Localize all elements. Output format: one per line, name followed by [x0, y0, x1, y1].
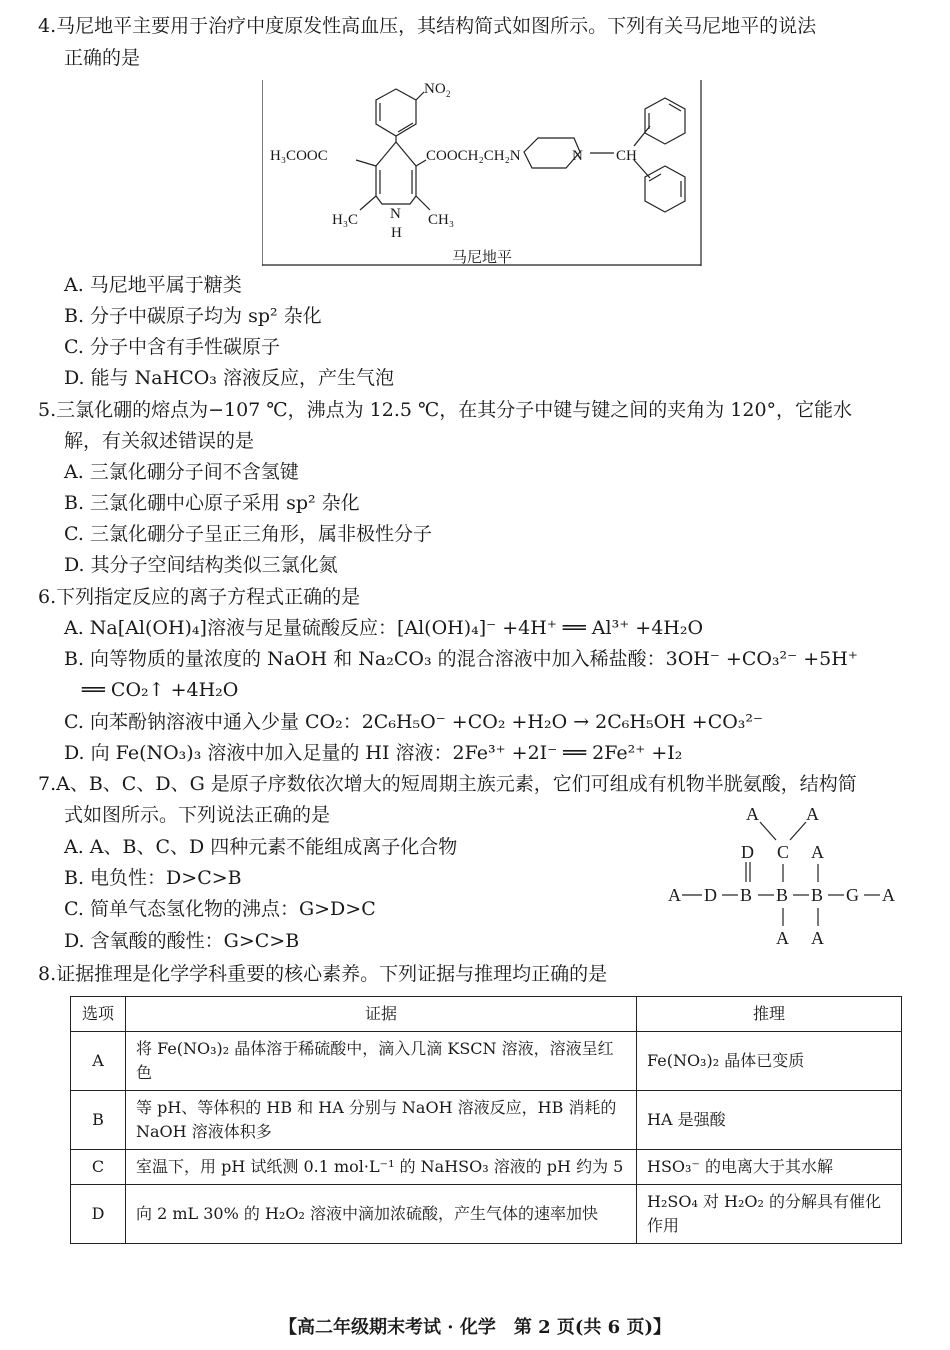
- figure-caption: 马尼地平: [451, 248, 512, 266]
- ch-label: CH: [616, 148, 637, 164]
- q6-option-b: B. 向等物质的量浓度的 NaOH 和 Na₂CO₃ 的混合溶液中加入稀盐酸：3OH⁻ +CO₃²⁻ +5H⁺: [64, 648, 858, 670]
- page-footer: 【高二年级期末考试 · 化学 第 2 页(共 6 页)】: [279, 1317, 671, 1338]
- piperazine-n-label: N: [572, 148, 583, 164]
- q4-stem-line2: 正确的是: [64, 47, 141, 69]
- q5-option-b: B. 三氯化硼中心原子采用 sp² 杂化: [64, 492, 360, 514]
- row-evidence: 等 pH、等体积的 HB 和 HA 分别与 NaOH 溶液反应，HB 消耗的 NaOH 溶液体积多: [126, 1091, 637, 1150]
- struct-top-a1: A: [746, 804, 759, 824]
- manidipine-structure: [262, 80, 702, 266]
- q5-option-a: A. 三氯化硼分子间不含氢键: [64, 461, 299, 483]
- nh-n-label: N: [390, 206, 401, 222]
- row-inference: H₂SO₄ 对 H₂O₂ 的分解具有催化作用: [637, 1185, 902, 1244]
- q5-option-d: D. 其分子空间结构类似三氯化氮: [64, 554, 338, 576]
- q7-stem-line2: 式如图所示。下列说法正确的是: [64, 804, 331, 826]
- struct-chain-a-right: A: [882, 885, 895, 905]
- row-inference: HA 是强酸: [637, 1091, 902, 1150]
- q8-stem: 8.证据推理是化学学科重要的核心素养。下列证据与推理均正确的是: [38, 963, 608, 985]
- q5-stem-line2: 解，有关叙述错误的是: [64, 430, 255, 452]
- right-ester-label: COOCH₂CH₂N: [426, 148, 521, 164]
- struct-chain-b1: B: [740, 885, 753, 905]
- struct-chain-b3: B: [811, 885, 824, 905]
- table-header-row: [71, 997, 902, 1032]
- table-row: [71, 1185, 902, 1244]
- ch3-label: CH₃: [428, 212, 455, 228]
- row-evidence: 将 Fe(NO₃)₂ 晶体溶于稀硫酸中，滴入几滴 KSCN 溶液，溶液呈红色: [126, 1032, 637, 1091]
- row-option: D: [71, 1185, 126, 1244]
- header-inference: 推理: [637, 997, 902, 1032]
- q6-option-a: A. Na[Al(OH)₄]溶液与足量硫酸反应：[Al(OH)₄]⁻ +4H⁺ ══ Al³⁺ +4H₂O: [64, 617, 704, 639]
- manidipine-figure: [262, 80, 702, 266]
- q4-option-b: B. 分子中碳原子均为 sp² 杂化: [64, 305, 322, 327]
- q7-option-c: C. 简单气态氢化物的沸点：G>D>C: [64, 898, 376, 920]
- struct-top-a2: A: [806, 804, 819, 824]
- struct-chain-a-left: A: [668, 885, 681, 905]
- q4-option-c: C. 分子中含有手性碳原子: [64, 336, 280, 358]
- evidence-table: [70, 996, 902, 1244]
- h3c-label: H₃C: [332, 212, 359, 228]
- header-evidence: 证据: [126, 997, 637, 1032]
- row-evidence: 室温下，用 pH 试纸测 0.1 mol·L⁻¹ 的 NaHSO₃ 溶液的 pH 约为 5: [126, 1150, 637, 1185]
- q5-stem-line1: 5.三氯化硼的熔点为−107 ℃，沸点为 12.5 ℃，在其分子中键与键之间的夹角为 120°，它能水: [38, 399, 853, 421]
- q4-option-a: A. 马尼地平属于糖类: [64, 274, 242, 296]
- struct-d-top: D: [741, 842, 754, 862]
- row-inference: HSO₃⁻ 的电离大于其水解: [637, 1150, 902, 1185]
- q7-option-a: A. A、B、C、D 四种元素不能组成离子化合物: [64, 836, 458, 858]
- left-ester-label: H₃COOC: [270, 148, 328, 164]
- struct-bottom-a1: A: [776, 928, 789, 948]
- q4-stem-line1: 4.马尼地平主要用于治疗中度原发性高血压，其结构简式如图所示。下列有关马尼地平的说法: [38, 15, 817, 37]
- row-option: C: [71, 1150, 126, 1185]
- struct-bottom-a2: A: [811, 928, 824, 948]
- cysteine-structure: [660, 800, 910, 952]
- table-row: [71, 1091, 902, 1150]
- q6-option-b-cont: ══ CO₂↑ +4H₂O: [82, 679, 239, 701]
- row-option: A: [71, 1032, 126, 1091]
- q6-option-d: D. 向 Fe(NO₃)₃ 溶液中加入足量的 HI 溶液：2Fe³⁺ +2I⁻ ══ 2Fe²⁺ +I₂: [64, 742, 683, 764]
- nh-h-label: H: [391, 225, 402, 241]
- struct-a-right: A: [811, 842, 824, 862]
- struct-chain-b2: B: [776, 885, 789, 905]
- q7-stem-line1: 7.A、B、C、D、G 是原子序数依次增大的短周期主族元素，它们可组成有机物半胱氨酸，结构简: [38, 773, 857, 795]
- q6-stem: 6.下列指定反应的离子方程式正确的是: [38, 586, 361, 608]
- row-inference: Fe(NO₃)₂ 晶体已变质: [637, 1032, 902, 1091]
- table-row: [71, 1150, 902, 1185]
- struct-chain-d: D: [704, 885, 717, 905]
- table-row: [71, 1032, 902, 1091]
- q5-option-c: C. 三氯化硼分子呈正三角形，属非极性分子: [64, 523, 432, 545]
- q7-option-b: B. 电负性：D>C>B: [64, 867, 242, 889]
- q6-option-c: C. 向苯酚钠溶液中通入少量 CO₂：2C₆H₅O⁻ +CO₂ +H₂O → 2C₆H₅OH +CO₃²⁻: [64, 711, 764, 733]
- row-evidence: 向 2 mL 30% 的 H₂O₂ 溶液中滴加浓硫酸，产生气体的速率加快: [126, 1185, 637, 1244]
- header-option: 选项: [71, 997, 126, 1032]
- row-option: B: [71, 1091, 126, 1150]
- q4-option-d: D. 能与 NaHCO₃ 溶液反应，产生气泡: [64, 367, 394, 389]
- struct-chain-g: G: [846, 885, 859, 905]
- no2-label: NO: [424, 81, 446, 97]
- q7-option-d: D. 含氧酸的酸性：G>C>B: [64, 930, 300, 952]
- svg-text:2: 2: [446, 89, 451, 99]
- struct-c-mid: C: [777, 842, 790, 862]
